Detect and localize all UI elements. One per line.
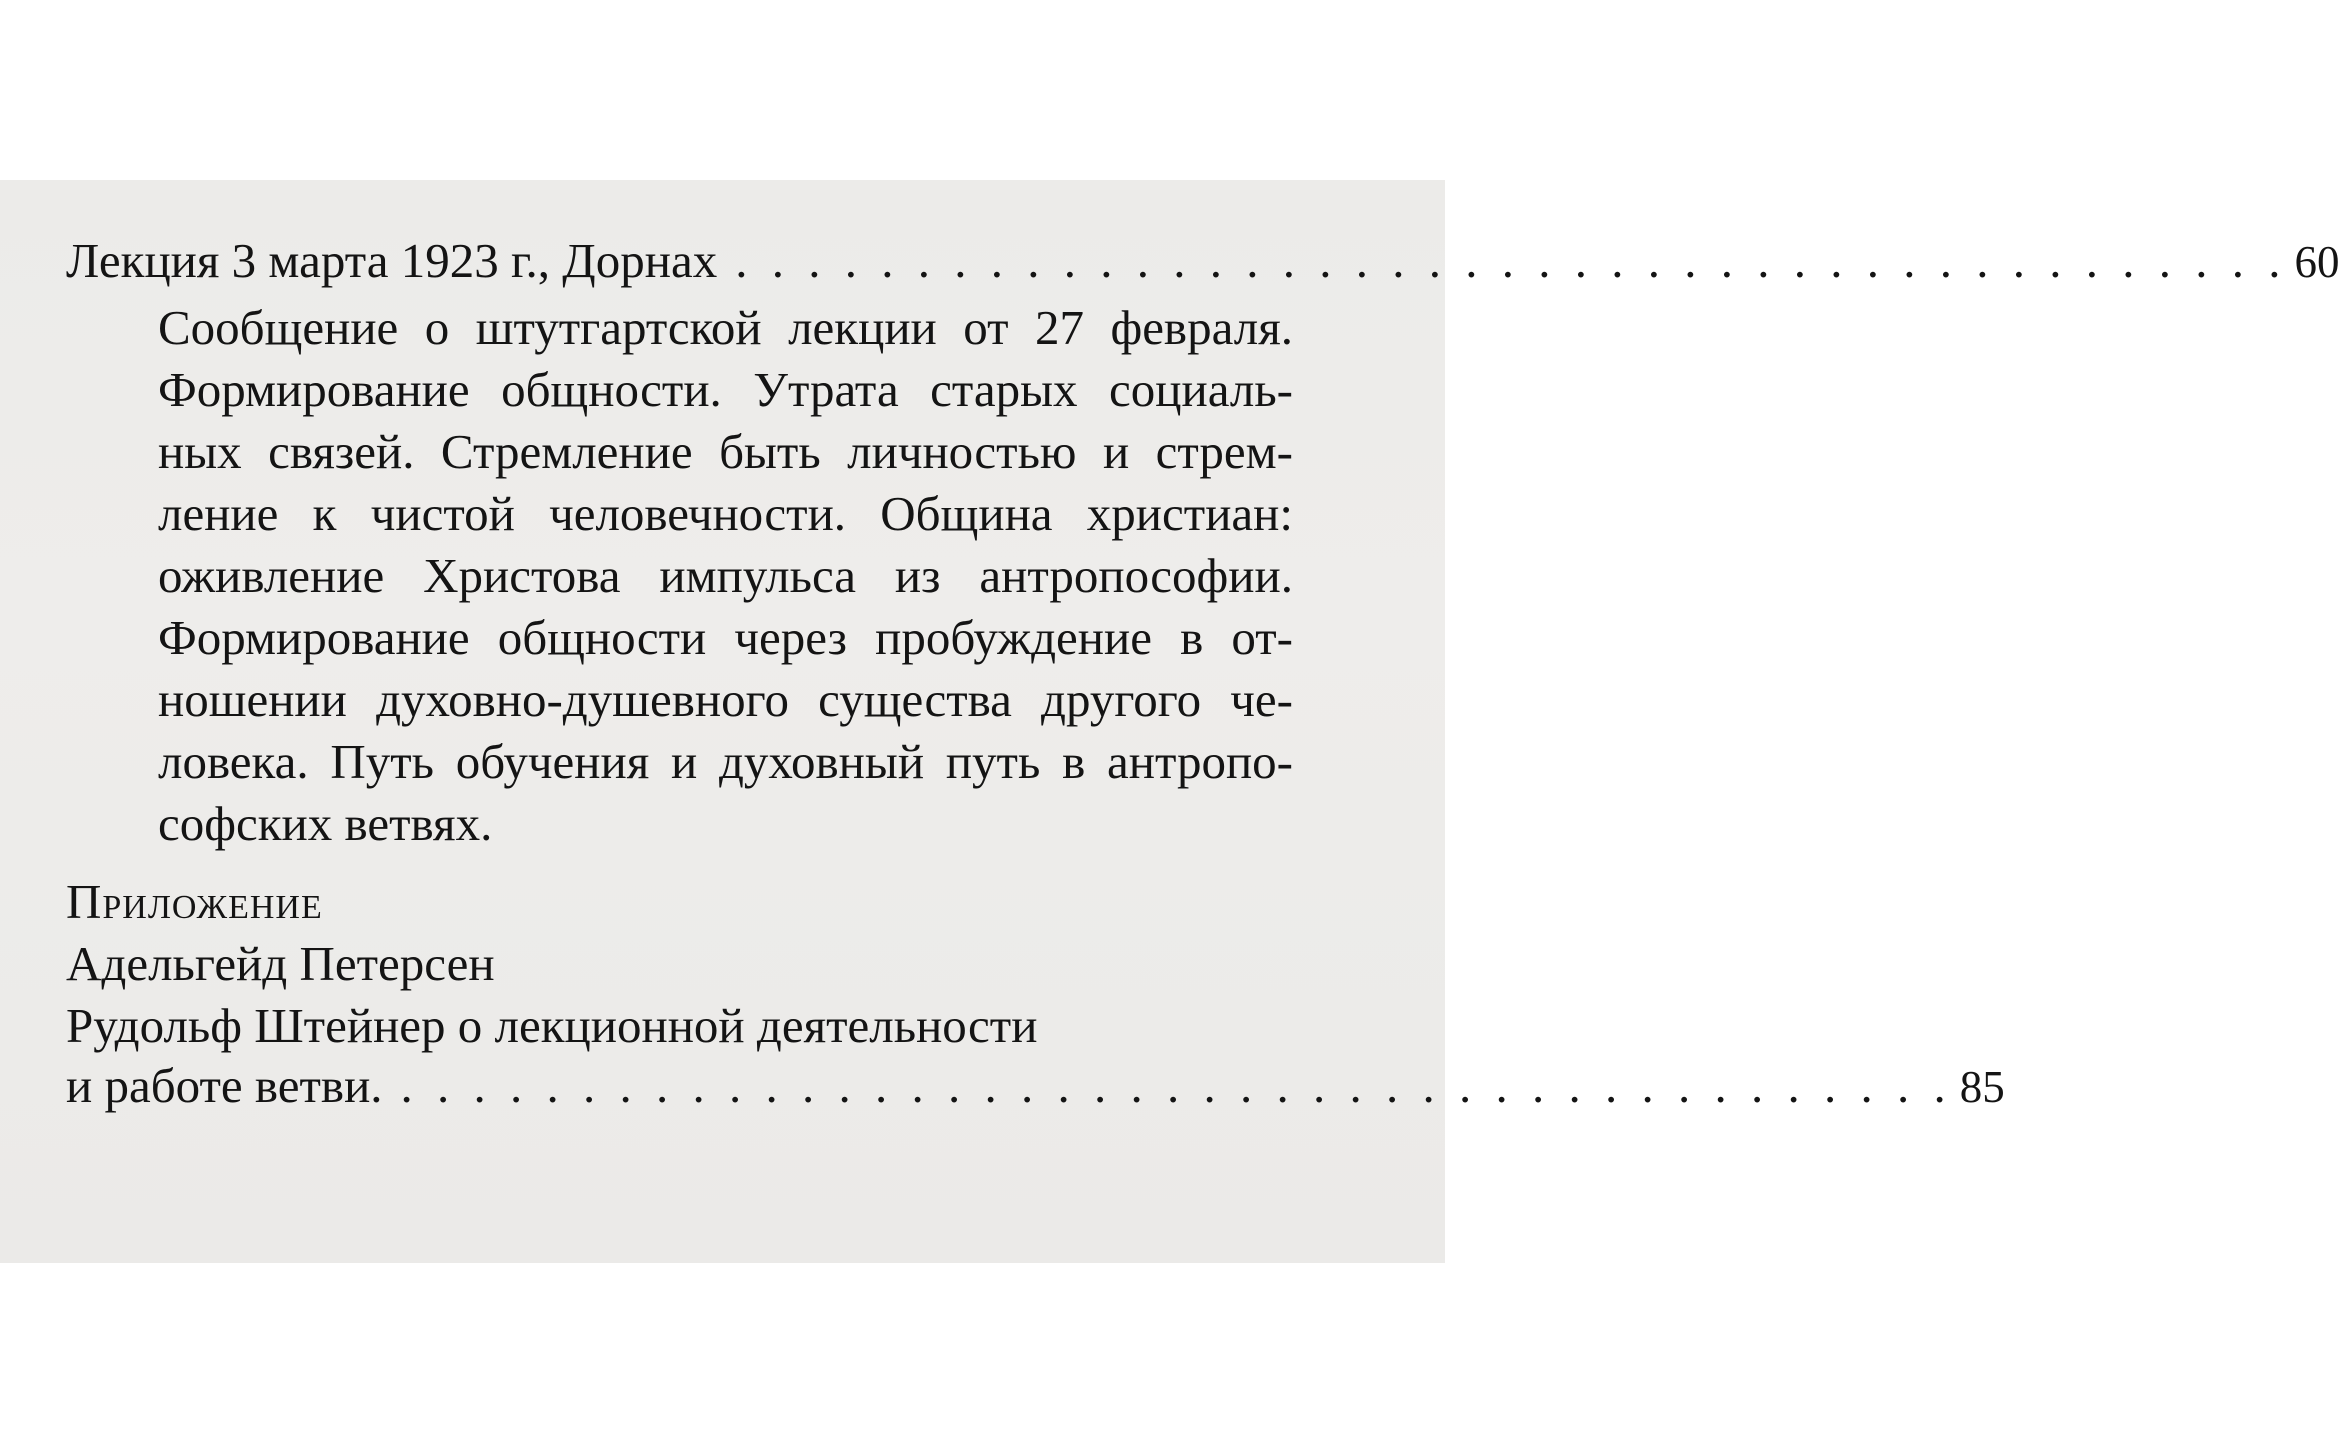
description-line: софских ветвях. bbox=[158, 796, 493, 851]
toc-entry-title: Лекция 3 марта 1923 г., Дорнах bbox=[66, 233, 718, 288]
toc-entry-appendix[interactable] bbox=[66, 1057, 2005, 1119]
appendix-title-line: Рудольф Штейнер о лекционной деятельности bbox=[66, 998, 1038, 1053]
appendix-heading: Приложение bbox=[66, 874, 323, 929]
description-line: оживление Христова импульса из антропософии. bbox=[158, 548, 1293, 603]
toc-leader-dots: . . . . . . . . . . . . . . . . . . . . . . . . . . . . . . . . . . . . . . . . . . . bbox=[735, 233, 2287, 288]
description-line: Формирование общности. Утрата старых социаль- bbox=[158, 362, 1293, 417]
toc-entry-title: и работе ветви. bbox=[66, 1058, 383, 1113]
description-line: ловека. Путь обучения и духовный путь в антропо- bbox=[158, 734, 1293, 789]
toc-entry-lecture[interactable] bbox=[66, 232, 2339, 294]
description-line: ношении духовно-душевного существа другого че- bbox=[158, 672, 1293, 727]
description-line: ных связей. Стремление быть личностью и стрем- bbox=[158, 424, 1293, 479]
toc-leader-dots: . . . . . . . . . . . . . . . . . . . . . . . . . . . . . . . . . . . . . . . . . . . bbox=[400, 1058, 1952, 1113]
book-page bbox=[0, 180, 2339, 1263]
toc-page-number: 60 bbox=[2294, 237, 2339, 287]
description-line: Сообщение о штутгартской лекции от 27 февраля. bbox=[158, 300, 1293, 355]
description-line: Формирование общности через пробуждение в от- bbox=[158, 610, 1293, 665]
lecture-description bbox=[158, 297, 1293, 855]
toc-page-number: 85 bbox=[1959, 1062, 2005, 1112]
description-line: ление к чистой человечности. Община христиан: bbox=[158, 486, 1293, 541]
appendix-author: Адельгейд Петерсен bbox=[66, 936, 495, 991]
